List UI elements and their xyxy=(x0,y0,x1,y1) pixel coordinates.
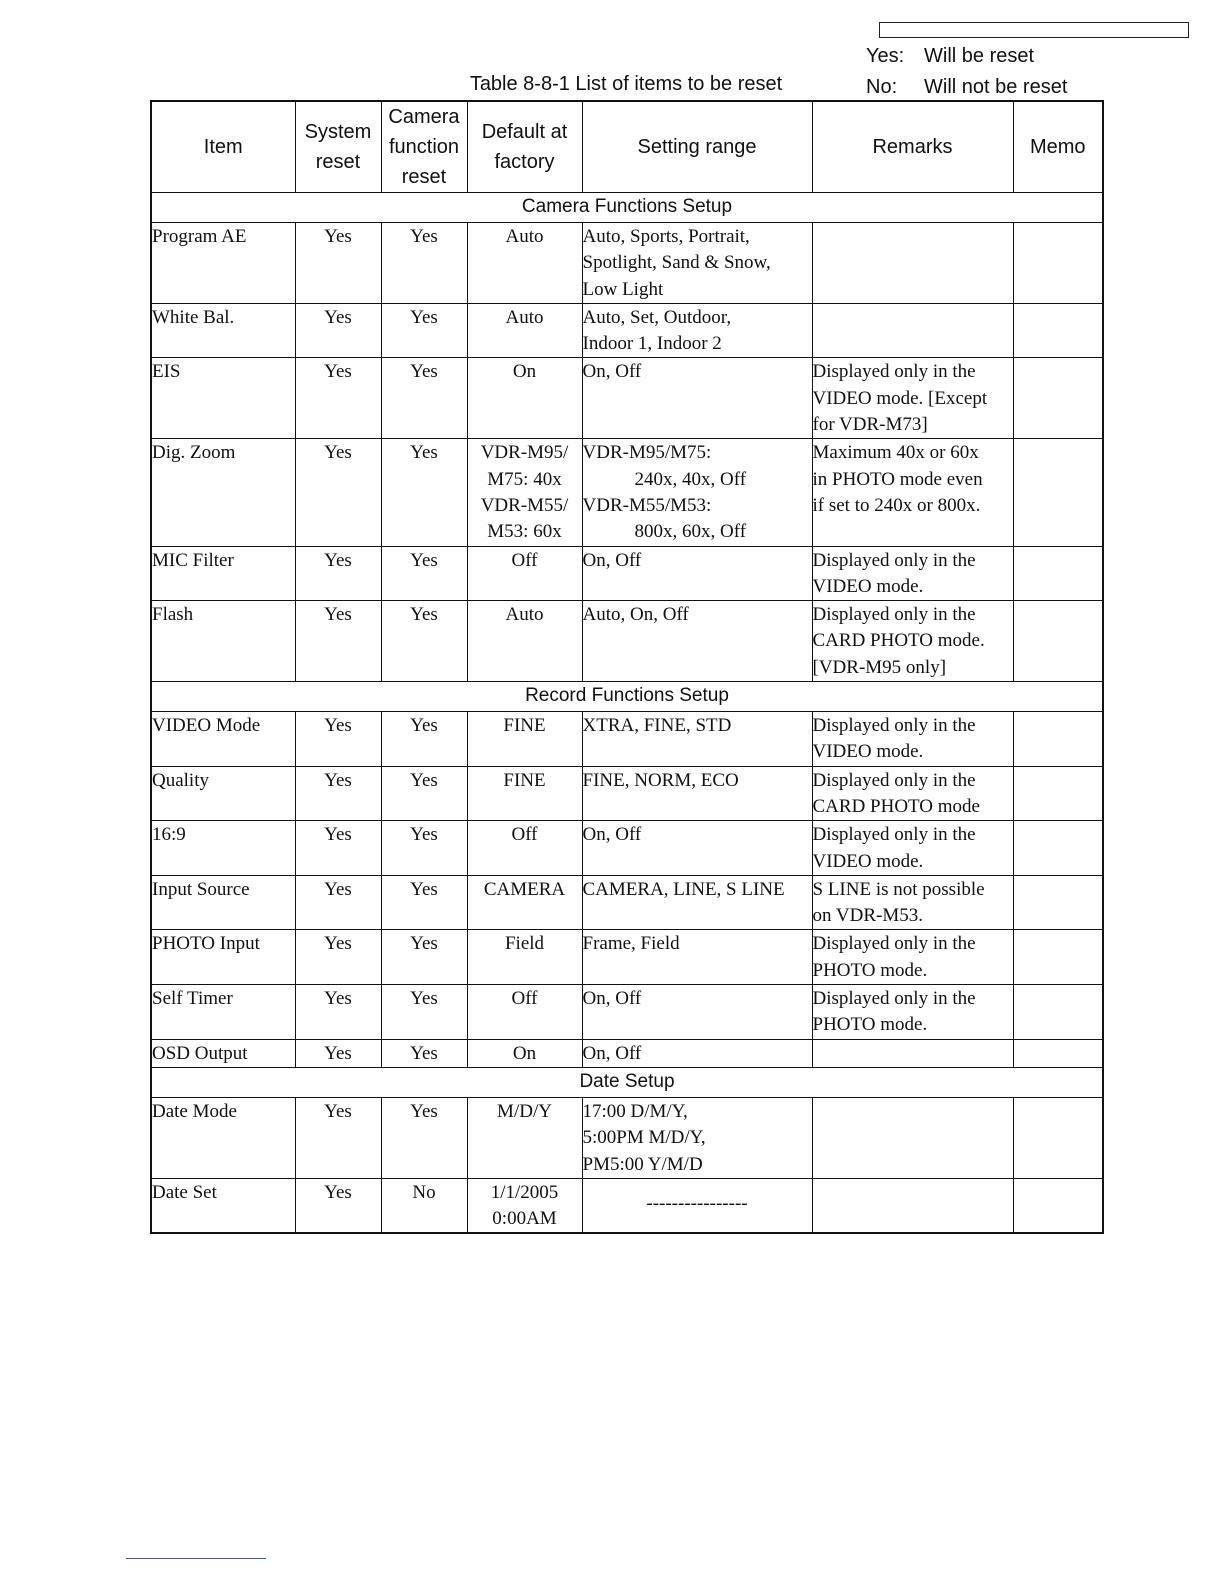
item-cell: Program AE xyxy=(151,223,295,304)
setting-range-cell xyxy=(582,546,812,601)
setting-range-cell-line: On, Off xyxy=(582,988,642,1010)
setting-range-cell-line: Auto, Set, Outdoor, xyxy=(582,306,732,328)
default-cell xyxy=(467,439,582,546)
item-cell: 16:9 xyxy=(151,821,295,876)
default-cell-line: CAMERA xyxy=(483,878,566,900)
default-cell xyxy=(467,985,582,1040)
setting-range-cell-line: Auto, Sports, Portrait, xyxy=(582,226,750,247)
camera-reset-cell: Yes xyxy=(381,1097,467,1178)
default-cell-line: FINE xyxy=(503,715,546,737)
system-reset-cell: Yes xyxy=(295,930,381,985)
setting-range-cell xyxy=(582,439,812,546)
table-row xyxy=(151,766,1103,821)
setting-range-cell xyxy=(582,303,812,358)
remarks-cell xyxy=(812,766,1013,821)
remarks-cell xyxy=(812,712,1013,767)
setting-range-cell-line: Spotlight, Sand & Snow, xyxy=(582,252,771,274)
item-cell: MIC Filter xyxy=(151,546,295,601)
setting-range-cell xyxy=(582,1039,812,1067)
table-caption: Table 8-8-1 List of items to be reset xyxy=(469,73,783,95)
section-row xyxy=(151,1067,1103,1097)
item-cell: Input Source xyxy=(151,875,295,930)
camera-reset-cell: Yes xyxy=(381,223,467,304)
remarks-cell xyxy=(812,439,1013,546)
item-cell: VIDEO Mode xyxy=(151,712,295,767)
item-cell: PHOTO Input xyxy=(151,930,295,985)
memo-cell xyxy=(1013,223,1103,304)
memo-cell xyxy=(1013,985,1103,1040)
setting-range-cell xyxy=(582,1178,812,1233)
default-cell-line: Off xyxy=(511,988,538,1010)
system-reset-cell: Yes xyxy=(295,223,381,304)
table-row xyxy=(151,1097,1103,1178)
setting-range-cell-line: On, Off xyxy=(582,361,642,383)
item-cell: Flash xyxy=(151,601,295,682)
system-reset-cell: Yes xyxy=(295,1039,381,1067)
footer-link-line xyxy=(126,1558,266,1559)
setting-range-cell xyxy=(582,601,812,682)
default-cell-line: Auto xyxy=(505,306,544,328)
memo-cell xyxy=(1013,712,1103,767)
default-cell-line: On xyxy=(512,361,537,383)
system-reset-cell: Yes xyxy=(295,985,381,1040)
memo-cell xyxy=(1013,1039,1103,1067)
legend-no-key: No: xyxy=(866,76,898,98)
table-row xyxy=(151,712,1103,767)
camera-reset-cell: Yes xyxy=(381,875,467,930)
default-cell xyxy=(467,546,582,601)
setting-range-cell-line: On, Off xyxy=(582,824,642,846)
default-cell-line: Off xyxy=(511,549,538,571)
default-cell-line: M53: 60x xyxy=(487,521,562,543)
system-reset-cell: Yes xyxy=(295,875,381,930)
default-cell-line: Field xyxy=(504,933,545,955)
setting-range-cell xyxy=(582,821,812,876)
table-row xyxy=(151,303,1103,358)
remarks-cell xyxy=(812,546,1013,601)
remarks-cell-line: CARD PHOTO mode xyxy=(812,795,980,817)
system-reset-cell: Yes xyxy=(295,601,381,682)
section-title: Date Setup xyxy=(151,1067,1103,1097)
remarks-cell-line: PHOTO mode. xyxy=(812,959,928,981)
system-reset-cell: Yes xyxy=(295,303,381,358)
camera-reset-cell: Yes xyxy=(381,1039,467,1067)
table-row xyxy=(151,821,1103,876)
remarks-cell-line: Displayed only in the xyxy=(812,769,976,791)
header-memo: Memo xyxy=(1013,101,1103,193)
memo-cell xyxy=(1013,546,1103,601)
setting-range-cell-line: Indoor 1, Indoor 2 xyxy=(582,333,722,355)
header-remarks: Remarks xyxy=(812,101,1013,193)
setting-range-cell xyxy=(582,358,812,439)
default-cell-line: On xyxy=(512,1042,537,1064)
remarks-cell xyxy=(812,601,1013,682)
table-row xyxy=(151,1039,1103,1067)
legend-yes-key: Yes: xyxy=(866,45,905,67)
default-cell-line: M/D/Y xyxy=(497,1100,552,1122)
memo-cell xyxy=(1013,1178,1103,1233)
remarks-cell xyxy=(812,930,1013,985)
remarks-cell-line: Displayed only in the xyxy=(812,715,976,737)
table-header-row xyxy=(151,101,1103,193)
memo-cell xyxy=(1013,601,1103,682)
setting-range-cell xyxy=(582,1097,812,1178)
memo-cell xyxy=(1013,439,1103,546)
setting-range-cell-line: Low Light xyxy=(582,278,664,300)
remarks-cell xyxy=(812,875,1013,930)
setting-range-cell xyxy=(582,223,812,304)
camera-reset-cell: Yes xyxy=(381,821,467,876)
remarks-cell-line: Displayed only in the xyxy=(812,361,976,383)
remarks-cell xyxy=(812,1178,1013,1233)
default-cell xyxy=(467,930,582,985)
remarks-cell xyxy=(812,358,1013,439)
remarks-cell xyxy=(812,303,1013,358)
camera-reset-cell: Yes xyxy=(381,985,467,1040)
table-row xyxy=(151,439,1103,546)
table-row xyxy=(151,1178,1103,1233)
memo-cell xyxy=(1013,821,1103,876)
system-reset-cell: Yes xyxy=(295,766,381,821)
setting-range-cell-line: Frame, Field xyxy=(582,933,680,955)
default-cell-line: FINE xyxy=(503,769,546,791)
setting-range-cell xyxy=(582,712,812,767)
default-cell-line: M75: 40x xyxy=(487,468,562,490)
default-cell-line: VDR-M95/ xyxy=(480,442,569,464)
item-cell: OSD Output xyxy=(151,1039,295,1067)
camera-reset-cell: Yes xyxy=(381,930,467,985)
legend-yes-text: Will be reset xyxy=(924,45,1035,67)
remarks-cell-line: [VDR-M95 only] xyxy=(812,656,947,678)
remarks-cell-line: Displayed only in the xyxy=(812,824,976,846)
system-reset-cell: Yes xyxy=(295,1097,381,1178)
remarks-cell-line: Maximum 40x or 60x xyxy=(812,442,979,464)
default-cell xyxy=(467,358,582,439)
table-row xyxy=(151,601,1103,682)
setting-range-cell-line: CAMERA, LINE, S LINE xyxy=(582,878,785,900)
memo-cell xyxy=(1013,303,1103,358)
memo-cell xyxy=(1013,930,1103,985)
item-cell: Self Timer xyxy=(151,985,295,1040)
item-cell: Dig. Zoom xyxy=(151,439,295,546)
table-row xyxy=(151,875,1103,930)
section-title: Record Functions Setup xyxy=(151,682,1103,712)
system-reset-cell: Yes xyxy=(295,439,381,546)
default-cell-line: 0:00AM xyxy=(492,1208,557,1230)
header-camera-function-reset: Camera function reset xyxy=(381,101,467,193)
remarks-cell-line: in PHOTO mode even xyxy=(812,468,983,490)
setting-range-cell-line: FINE, NORM, ECO xyxy=(582,769,739,791)
system-reset-cell: Yes xyxy=(295,821,381,876)
setting-range-cell-line: On, Off xyxy=(582,549,642,571)
default-cell-line: 1/1/2005 xyxy=(490,1181,559,1203)
legend-no-text: Will not be reset xyxy=(924,76,1068,98)
camera-reset-cell: Yes xyxy=(381,546,467,601)
section-row xyxy=(151,193,1103,223)
memo-cell xyxy=(1013,766,1103,821)
item-cell: EIS xyxy=(151,358,295,439)
remarks-cell xyxy=(812,985,1013,1040)
camera-reset-cell: Yes xyxy=(381,766,467,821)
default-cell-line: Auto xyxy=(505,226,544,247)
memo-cell xyxy=(1013,875,1103,930)
remarks-cell xyxy=(812,223,1013,304)
default-cell-line: Auto xyxy=(505,604,544,626)
default-cell xyxy=(467,1178,582,1233)
camera-reset-cell: Yes xyxy=(381,303,467,358)
remarks-cell-line: VIDEO mode. xyxy=(812,741,924,763)
setting-range-cell xyxy=(582,930,812,985)
default-cell xyxy=(467,712,582,767)
item-cell: Date Mode xyxy=(151,1097,295,1178)
default-cell xyxy=(467,601,582,682)
remarks-cell-line: if set to 240x or 800x. xyxy=(812,494,981,516)
default-cell xyxy=(467,1097,582,1178)
remarks-cell-line: Displayed only in the xyxy=(812,549,976,571)
default-cell xyxy=(467,223,582,304)
reset-items-table xyxy=(150,100,1104,1234)
table-row xyxy=(151,358,1103,439)
remarks-cell xyxy=(812,821,1013,876)
camera-reset-cell: Yes xyxy=(381,439,467,546)
remarks-cell-line: Displayed only in the xyxy=(812,988,976,1010)
setting-range-cell-line: VDR-M55/M53: xyxy=(582,494,712,516)
item-cell: Date Set xyxy=(151,1178,295,1233)
remarks-cell-line: VIDEO mode. [Except xyxy=(812,387,988,409)
memo-cell xyxy=(1013,1097,1103,1178)
remarks-cell-line: CARD PHOTO mode. xyxy=(812,630,985,652)
setting-range-cell xyxy=(582,875,812,930)
setting-range-cell xyxy=(582,766,812,821)
legend-yes xyxy=(866,44,1034,68)
remarks-cell-line: PHOTO mode. xyxy=(812,1014,928,1036)
remarks-cell-line: on VDR-M53. xyxy=(812,905,923,927)
remarks-cell-line: for VDR-M73] xyxy=(812,414,928,436)
camera-reset-cell: Yes xyxy=(381,601,467,682)
setting-range-cell-line: XTRA, FINE, STD xyxy=(582,715,732,737)
table-row xyxy=(151,546,1103,601)
camera-reset-cell: Yes xyxy=(381,358,467,439)
default-cell-line: VDR-M55/ xyxy=(480,494,569,516)
camera-reset-cell: Yes xyxy=(381,712,467,767)
header-setting-range: Setting range xyxy=(582,101,812,193)
default-cell xyxy=(467,766,582,821)
default-cell-line: Off xyxy=(511,824,538,846)
system-reset-cell: Yes xyxy=(295,1178,381,1233)
default-cell xyxy=(467,821,582,876)
remarks-cell-line: Displayed only in the xyxy=(812,933,976,955)
setting-range-cell-line: 800x, 60x, Off xyxy=(634,521,747,543)
table-body xyxy=(151,193,1103,1234)
setting-range-cell-line: Auto, On, Off xyxy=(582,604,689,626)
table-row xyxy=(151,930,1103,985)
setting-range-cell-line: PM5:00 Y/M/D xyxy=(582,1153,703,1175)
section-title: Camera Functions Setup xyxy=(151,193,1103,223)
remarks-cell xyxy=(812,1039,1013,1067)
system-reset-cell: Yes xyxy=(295,546,381,601)
remarks-cell-line: VIDEO mode. xyxy=(812,575,924,597)
memo-cell xyxy=(1013,358,1103,439)
setting-range-cell-line: 17:00 D/M/Y, xyxy=(582,1100,688,1122)
header-reference-box xyxy=(879,22,1189,38)
camera-reset-cell: No xyxy=(381,1178,467,1233)
item-cell: White Bal. xyxy=(151,303,295,358)
header-item: Item xyxy=(151,101,295,193)
table-row xyxy=(151,223,1103,304)
header-system-reset: System reset xyxy=(295,101,381,193)
remarks-cell-line: VIDEO mode. xyxy=(812,850,924,872)
header-default-at-factory: Default at factory xyxy=(467,101,582,193)
setting-range-cell-line: VDR-M95/M75: xyxy=(582,442,712,464)
remarks-cell-line: Displayed only in the xyxy=(812,604,976,626)
setting-range-cell-line: 5:00PM M/D/Y, xyxy=(582,1127,706,1149)
default-cell xyxy=(467,1039,582,1067)
default-cell xyxy=(467,303,582,358)
remarks-cell-line: S LINE is not possible xyxy=(812,878,985,900)
default-cell xyxy=(467,875,582,930)
remarks-cell xyxy=(812,1097,1013,1178)
section-row xyxy=(151,682,1103,712)
system-reset-cell: Yes xyxy=(295,712,381,767)
system-reset-cell: Yes xyxy=(295,358,381,439)
table-row xyxy=(151,985,1103,1040)
setting-range-dashes: ---------------- xyxy=(646,1192,748,1214)
item-cell: Quality xyxy=(151,766,295,821)
setting-range-cell xyxy=(582,985,812,1040)
setting-range-cell-line: 240x, 40x, Off xyxy=(634,468,747,490)
setting-range-cell-line: On, Off xyxy=(582,1042,642,1064)
